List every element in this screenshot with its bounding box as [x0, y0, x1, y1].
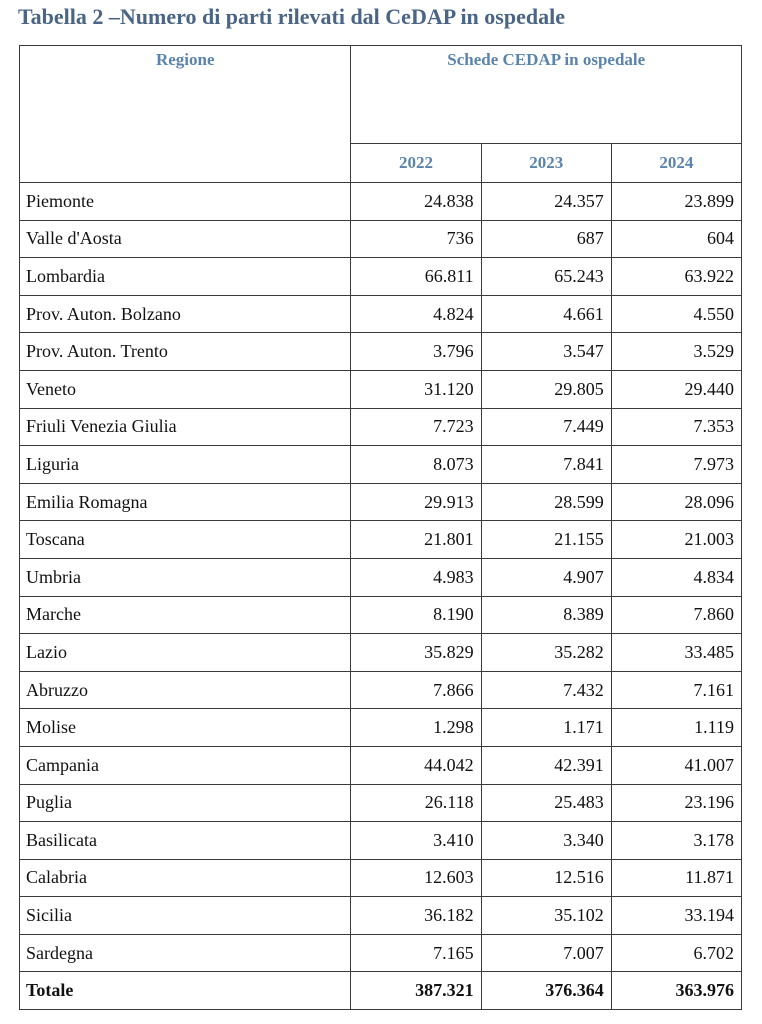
table-row	[20, 258, 742, 296]
value-cell-2023: 29.805	[481, 370, 611, 408]
value-cell-2023: 65.243	[481, 258, 611, 296]
value-cell-2022: 4.983	[351, 558, 481, 596]
value-cell-2022: 4.824	[351, 295, 481, 333]
value-cell-2023: 24.357	[481, 183, 611, 221]
table-row	[20, 784, 742, 822]
table-row	[20, 295, 742, 333]
value-cell-2022: 31.120	[351, 370, 481, 408]
region-name: Veneto	[20, 370, 351, 408]
table-row	[20, 746, 742, 784]
value-cell-2022: 736	[351, 220, 481, 258]
value-cell-2022: 66.811	[351, 258, 481, 296]
value-cell-2022: 21.801	[351, 521, 481, 559]
value-cell-2023: 35.102	[481, 897, 611, 935]
table-row	[20, 634, 742, 672]
table-row	[20, 859, 742, 897]
total-value-2024: 363.976	[611, 972, 741, 1010]
value-cell-2023: 42.391	[481, 746, 611, 784]
table-row	[20, 521, 742, 559]
region-name: Molise	[20, 709, 351, 747]
total-row	[20, 972, 742, 1010]
table-row	[20, 446, 742, 484]
region-column-header: Regione	[20, 46, 351, 183]
region-name: Lazio	[20, 634, 351, 672]
value-cell-2024: 21.003	[611, 521, 741, 559]
year-header-2024: 2024	[611, 144, 741, 183]
region-name: Calabria	[20, 859, 351, 897]
value-cell-2024: 7.353	[611, 408, 741, 446]
region-name: Umbria	[20, 558, 351, 596]
value-cell-2022: 8.073	[351, 446, 481, 484]
region-name: Lombardia	[20, 258, 351, 296]
cedap-group-header: Schede CEDAP in ospedale	[351, 46, 742, 144]
value-cell-2022: 1.298	[351, 709, 481, 747]
value-cell-2023: 28.599	[481, 483, 611, 521]
value-cell-2024: 3.178	[611, 822, 741, 860]
region-name: Friuli Venezia Giulia	[20, 408, 351, 446]
value-cell-2024: 23.196	[611, 784, 741, 822]
value-cell-2024: 23.899	[611, 183, 741, 221]
value-cell-2022: 12.603	[351, 859, 481, 897]
region-name: Piemonte	[20, 183, 351, 221]
table-body	[20, 183, 742, 1010]
table-row	[20, 897, 742, 935]
value-cell-2023: 7.449	[481, 408, 611, 446]
value-cell-2023: 1.171	[481, 709, 611, 747]
value-cell-2024: 11.871	[611, 859, 741, 897]
value-cell-2024: 28.096	[611, 483, 741, 521]
value-cell-2022: 8.190	[351, 596, 481, 634]
table-row	[20, 220, 742, 258]
value-cell-2023: 4.661	[481, 295, 611, 333]
table-row	[20, 408, 742, 446]
value-cell-2023: 7.841	[481, 446, 611, 484]
value-cell-2022: 29.913	[351, 483, 481, 521]
value-cell-2024: 7.161	[611, 671, 741, 709]
table-title: Tabella 2 –Numero di parti rilevati dal CeDAP in ospedale	[18, 4, 565, 29]
table-row	[20, 370, 742, 408]
value-cell-2023: 7.432	[481, 671, 611, 709]
total-value-2022: 387.321	[351, 972, 481, 1010]
table-row	[20, 822, 742, 860]
region-name: Basilicata	[20, 822, 351, 860]
value-cell-2023: 35.282	[481, 634, 611, 672]
value-cell-2024: 63.922	[611, 258, 741, 296]
value-cell-2023: 21.155	[481, 521, 611, 559]
table-row	[20, 333, 742, 371]
region-name: Marche	[20, 596, 351, 634]
table-row	[20, 671, 742, 709]
value-cell-2024: 33.194	[611, 897, 741, 935]
value-cell-2022: 26.118	[351, 784, 481, 822]
region-name: Valle d'Aosta	[20, 220, 351, 258]
total-label: Totale	[20, 972, 351, 1010]
table-row	[20, 183, 742, 221]
value-cell-2023: 3.547	[481, 333, 611, 371]
region-name: Abruzzo	[20, 671, 351, 709]
value-cell-2023: 12.516	[481, 859, 611, 897]
region-name: Prov. Auton. Bolzano	[20, 295, 351, 333]
value-cell-2023: 3.340	[481, 822, 611, 860]
births-table	[19, 45, 742, 1010]
value-cell-2023: 7.007	[481, 934, 611, 972]
region-name: Toscana	[20, 521, 351, 559]
value-cell-2022: 36.182	[351, 897, 481, 935]
value-cell-2024: 7.860	[611, 596, 741, 634]
total-value-2023: 376.364	[481, 972, 611, 1010]
value-cell-2022: 7.866	[351, 671, 481, 709]
value-cell-2022: 44.042	[351, 746, 481, 784]
table-row	[20, 709, 742, 747]
value-cell-2024: 7.973	[611, 446, 741, 484]
value-cell-2024: 41.007	[611, 746, 741, 784]
region-name: Sardegna	[20, 934, 351, 972]
value-cell-2024: 33.485	[611, 634, 741, 672]
value-cell-2024: 604	[611, 220, 741, 258]
region-name: Puglia	[20, 784, 351, 822]
region-name: Sicilia	[20, 897, 351, 935]
value-cell-2022: 7.723	[351, 408, 481, 446]
value-cell-2022: 24.838	[351, 183, 481, 221]
table-row	[20, 558, 742, 596]
region-name: Emilia Romagna	[20, 483, 351, 521]
table-row	[20, 596, 742, 634]
value-cell-2022: 3.796	[351, 333, 481, 371]
value-cell-2023: 4.907	[481, 558, 611, 596]
value-cell-2023: 25.483	[481, 784, 611, 822]
value-cell-2024: 29.440	[611, 370, 741, 408]
value-cell-2023: 8.389	[481, 596, 611, 634]
year-header-2022: 2022	[351, 144, 481, 183]
year-header-2023: 2023	[481, 144, 611, 183]
value-cell-2022: 7.165	[351, 934, 481, 972]
value-cell-2022: 3.410	[351, 822, 481, 860]
table-row	[20, 483, 742, 521]
value-cell-2024: 4.550	[611, 295, 741, 333]
table-row	[20, 934, 742, 972]
value-cell-2024: 3.529	[611, 333, 741, 371]
value-cell-2024: 1.119	[611, 709, 741, 747]
value-cell-2024: 4.834	[611, 558, 741, 596]
value-cell-2023: 687	[481, 220, 611, 258]
region-name: Prov. Auton. Trento	[20, 333, 351, 371]
value-cell-2024: 6.702	[611, 934, 741, 972]
region-name: Liguria	[20, 446, 351, 484]
value-cell-2022: 35.829	[351, 634, 481, 672]
region-name: Campania	[20, 746, 351, 784]
